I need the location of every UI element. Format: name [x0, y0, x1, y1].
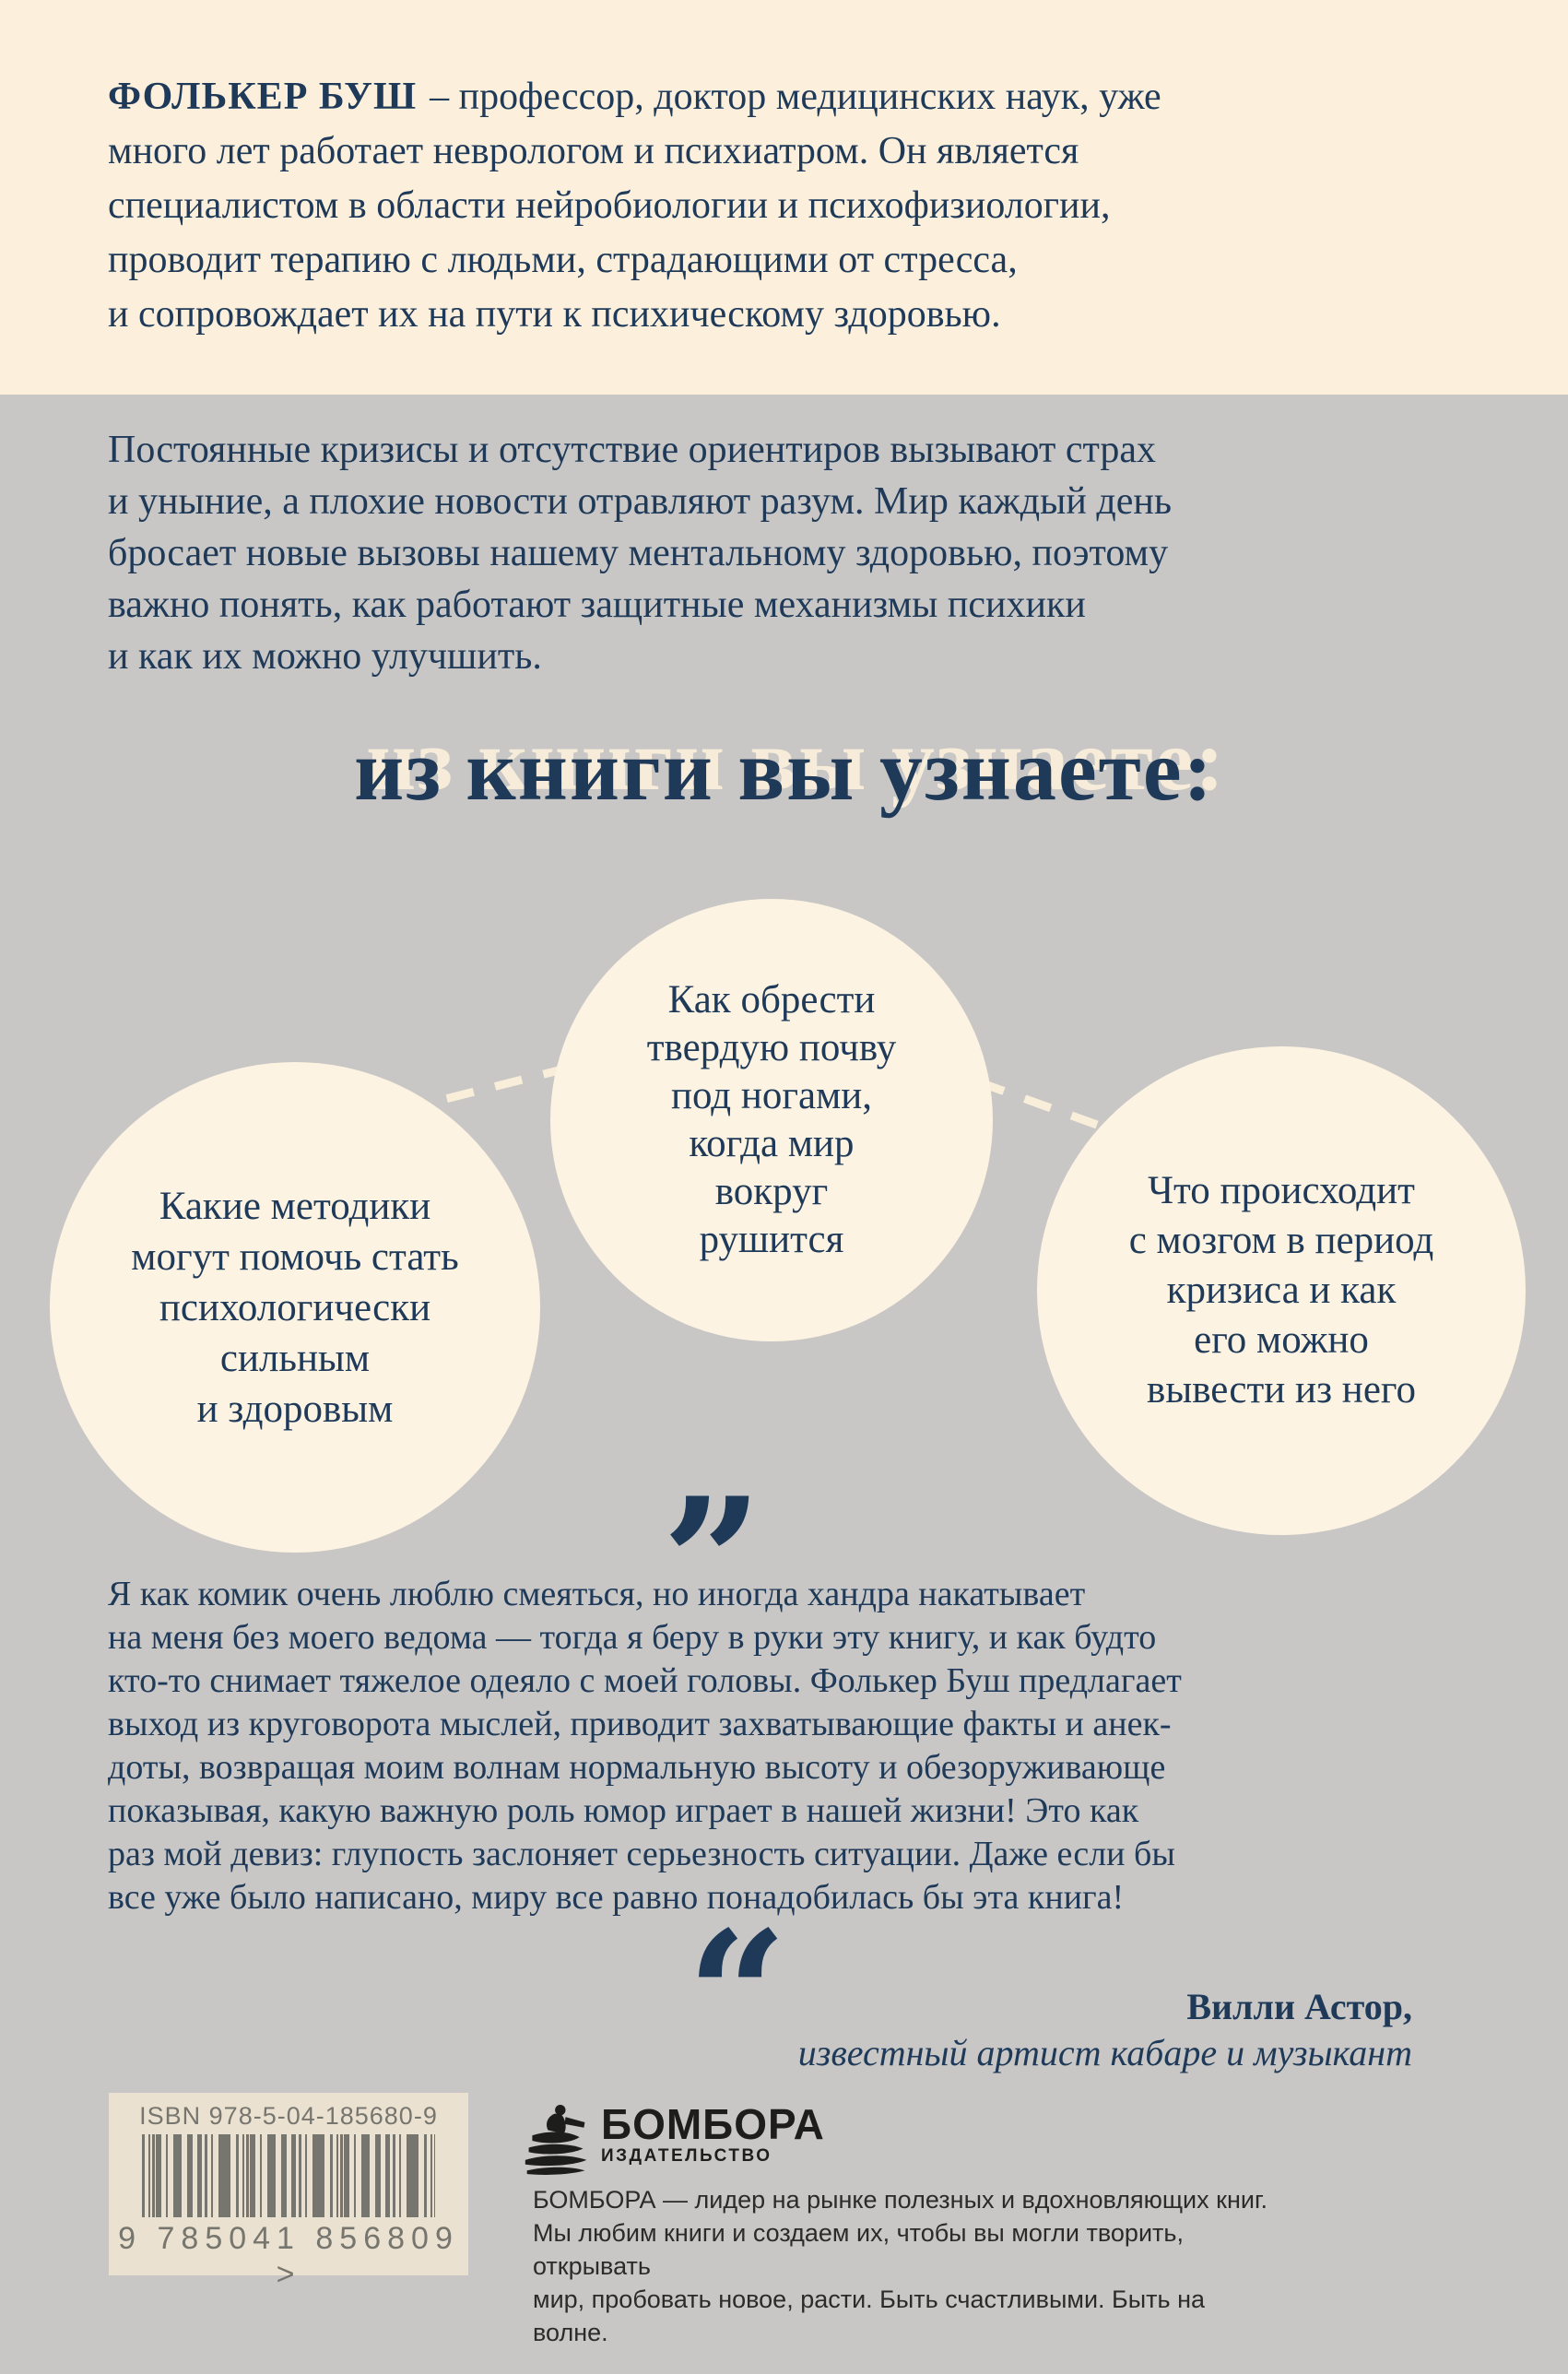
intro-line: бросает новые вызовы нашему ментальному здоровью, поэтому: [108, 532, 1169, 574]
publisher-description-line: Мы любим книги и создаем их, чтобы вы могли творить, открывать: [533, 2219, 1184, 2280]
circle-text-line: его можно: [1194, 1318, 1369, 1362]
circle-text-line: и здоровым: [196, 1387, 394, 1431]
circle-text-line: под ногами,: [670, 1074, 873, 1117]
author-bio-line: специалистом в области нейробиологии и психофизиологии,: [108, 184, 1111, 227]
publisher-description-line: БОМБОРА — лидер на рынке полезных и вдохновляющих книг.: [533, 2186, 1268, 2214]
publisher-name: БОМБОРА: [601, 2100, 825, 2148]
publisher-description: [533, 2183, 1270, 2349]
circle-text-line: вывести из него: [1147, 1368, 1416, 1411]
quote-attribution-name: Вилли Астор,: [1186, 1986, 1412, 2027]
circle-text-line: могут помочь стать: [131, 1234, 459, 1279]
intro-line: и как их можно улучшить.: [108, 635, 542, 678]
quote-line: кто-то снимает тяжелое одеяло с моей головы. Фолькер Буш предлагает: [108, 1661, 1182, 1700]
circle-text-line: кризиса и как: [1166, 1269, 1397, 1312]
topic-circle-top: [550, 899, 993, 1341]
intro-line: важно понять, как работают защитные механизмы психики: [108, 584, 1086, 626]
quote-open-icon: ”: [662, 1459, 763, 1665]
publisher-logo-text: [601, 2102, 825, 2167]
author-name: ФОЛЬКЕР БУШ: [108, 76, 418, 118]
intro-line: Постоянные кризисы и отсутствие ориентиров вызывают страх: [108, 429, 1157, 471]
quote-attribution-role: известный артист кабаре и музыкант: [797, 2032, 1412, 2073]
circle-text-line: вокруг: [714, 1170, 829, 1213]
circle-text-line: Что происходит: [1148, 1169, 1415, 1212]
barcode-digits: 9 785041 856809 >: [118, 2221, 459, 2292]
quote-close-icon: “: [687, 1893, 788, 2098]
surfer-icon: [522, 2102, 592, 2178]
quote-line: на меня без моего ведома — тогда я беру в руки эту книгу, и как будто: [108, 1618, 1157, 1657]
circle-text-line: с мозгом в период: [1128, 1219, 1434, 1262]
quote-line: показывая, какую важную роль юмор играет в нашей жизни! Это как: [108, 1791, 1139, 1830]
publisher-description-line: мир, пробовать новое, расти. Быть счастливыми. Быть на волне.: [533, 2285, 1206, 2346]
isbn-number: ISBN 978-5-04-185680-9: [139, 2102, 438, 2130]
circle-text-line: твердую почву: [646, 1026, 897, 1069]
author-bio-text: – профессор, доктор медицинских наук, уже: [430, 76, 1161, 118]
quote-line: Я как комик очень люблю смеяться, но иногда хандра накатывает: [108, 1575, 1086, 1613]
author-bio-line: и сопровождает их на пути к психическому здоровью.: [108, 293, 1001, 336]
quote-line: раз мой девиз: глупость заслоняет серьезность ситуации. Даже если бы: [108, 1835, 1175, 1873]
circle-text-line: когда мир: [689, 1122, 855, 1165]
topic-circle-right: [1037, 1046, 1526, 1535]
author-bio-line: много лет работает неврологом и психиатром. Он является: [108, 130, 1079, 172]
circle-text-line: Какие методики: [159, 1184, 431, 1228]
quote-line: выход из круговорота мыслей, приводит захватывающие факты и анек-: [108, 1705, 1172, 1743]
circle-text-line: рушится: [699, 1218, 844, 1261]
quote-line: доты, возвращая моим волнам нормальную высоту и обезоруживающе: [108, 1748, 1166, 1787]
publisher-subtitle: ИЗДАТЕЛЬСТВО: [601, 2146, 772, 2166]
intro-line: и уныние, а плохие новости отравляют разум. Мир каждый день: [108, 480, 1172, 523]
circle-text-line: Как обрести: [667, 978, 876, 1022]
barcode: [142, 2134, 435, 2217]
author-bio-line: проводит терапию с людьми, страдающими от стресса,: [108, 239, 1018, 281]
endorsement-quote: [108, 1573, 1509, 1919]
topic-circle-left: [50, 1062, 540, 1553]
section-heading: из книги вы узнаете:: [354, 723, 1214, 819]
isbn-block: [109, 2093, 468, 2292]
circle-text-line: психологически: [159, 1285, 431, 1329]
quote-attribution: [461, 1984, 1412, 2076]
circle-text-line: сильным: [219, 1336, 371, 1380]
quote-line: все уже было написано, миру все равно понадобилась бы эта книга!: [108, 1878, 1125, 1917]
publisher-logo: [522, 2102, 825, 2178]
